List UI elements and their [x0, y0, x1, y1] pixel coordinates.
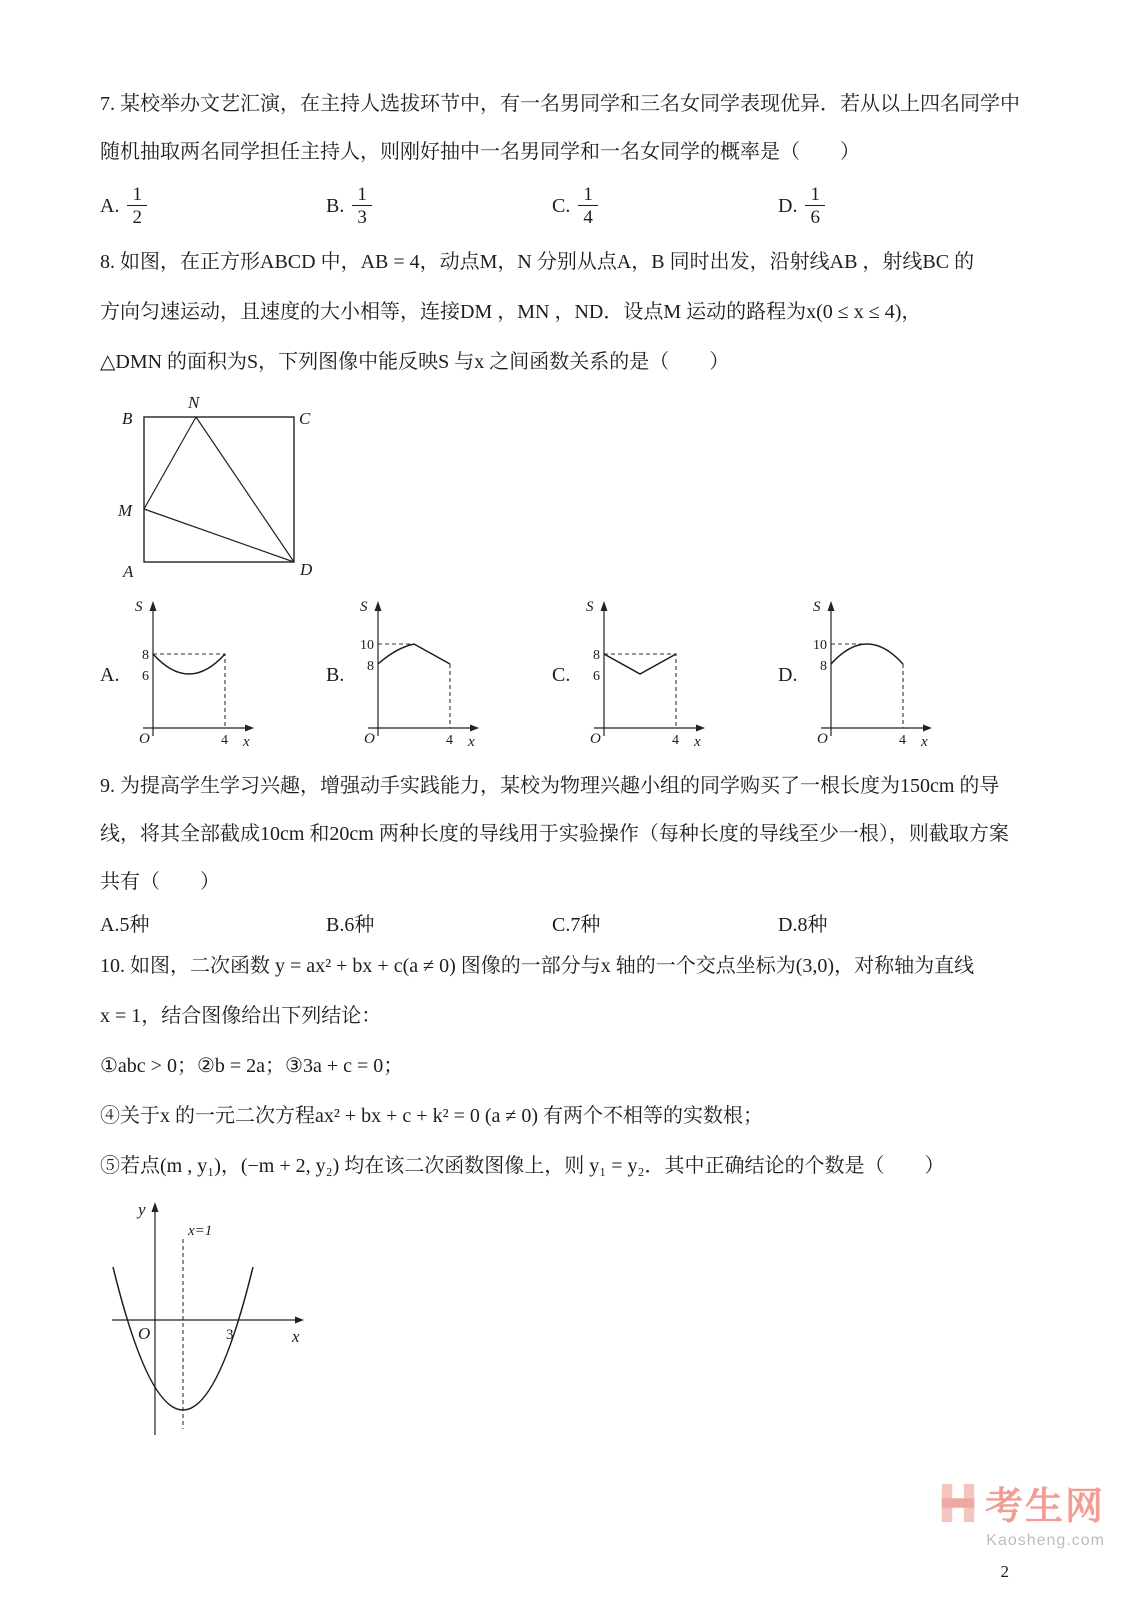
s-axis-arrow	[601, 601, 608, 611]
question-10-line-2: x = 1，结合图像给出下列结论：	[100, 1004, 382, 1027]
tick-top: 10	[813, 637, 828, 653]
option-label: B.	[326, 664, 345, 687]
option-c	[552, 184, 778, 229]
segment-md	[144, 509, 294, 562]
fraction-denominator: 6	[810, 207, 820, 229]
graph-c-figure	[574, 596, 709, 756]
page-content	[100, 80, 1060, 1445]
dashed-guides	[831, 644, 903, 728]
x-tick: 4	[446, 732, 454, 748]
fraction	[805, 184, 825, 229]
dashed-guides	[378, 644, 450, 728]
question-9-line-2: 线，将其全部截成10cm 和20cm 两种长度的导线用于实验操作（每种长度的导线至少一根），则截取方案	[100, 822, 1009, 845]
option-d	[778, 908, 1004, 937]
axis-label-s: S	[586, 598, 594, 615]
s-curve	[153, 654, 225, 674]
origin-label: O	[590, 730, 602, 747]
fraction-numerator: 1	[127, 184, 147, 206]
watermark-brand: 考生网	[984, 1486, 1105, 1528]
root-label: 3	[226, 1326, 234, 1343]
fraction-denominator: 4	[583, 207, 593, 229]
question-10-line-1: 10. 如图，二次函数 y = ax² + bx + c(a ≠ 0) 图像的一部分与x 轴的一个交点坐标为(3,0)，对称轴为直线	[100, 954, 975, 977]
option-label: C.7种	[552, 913, 601, 936]
graph-option-b	[326, 596, 552, 756]
question-8-line-3: △DMN 的面积为S，下列图像中能反映S 与x 之间函数关系的是（ ）	[100, 350, 730, 373]
parabola-figure	[100, 1195, 330, 1445]
option-label: B.6种	[326, 913, 375, 936]
axis-label-s: S	[813, 598, 821, 615]
s-curve	[604, 654, 676, 674]
tick-bottom: 6	[593, 668, 601, 684]
question-8-graph-options	[100, 596, 1060, 756]
fraction	[127, 184, 147, 229]
origin-label: O	[138, 1323, 151, 1343]
question-8-line-1: 8. 如图，在正方形ABCD 中，AB = 4，动点M，N 分别从点A，B 同时出发，沿射线AB ，射线BC 的	[100, 250, 975, 273]
s-curve	[831, 644, 903, 664]
graph-d-figure	[801, 596, 936, 756]
option-a	[100, 908, 326, 937]
fraction	[352, 184, 372, 229]
option-b	[326, 908, 552, 937]
fraction-numerator: 1	[805, 184, 825, 206]
fraction-numerator: 1	[352, 184, 372, 206]
option-c	[552, 908, 778, 937]
question-8	[100, 237, 1060, 756]
graph-a-figure	[123, 596, 258, 756]
axis-label-x: x	[921, 733, 929, 750]
option-label: D.	[778, 664, 798, 687]
axis-label-x: x	[243, 733, 251, 750]
graph-b-figure	[348, 596, 483, 756]
graph-option-a	[100, 596, 326, 756]
y-axis-arrow	[152, 1202, 159, 1212]
x-tick: 4	[899, 732, 907, 748]
x-axis-arrow	[696, 724, 705, 731]
option-a	[100, 184, 326, 229]
kaosheng-logo-icon	[937, 1482, 979, 1524]
axis-label-x: x	[292, 1326, 300, 1346]
question-10	[100, 941, 1060, 1445]
tick-bottom: 8	[367, 658, 375, 674]
origin-label: O	[364, 730, 376, 747]
square-figure	[108, 391, 318, 586]
s-axis-arrow	[375, 601, 382, 611]
x-tick: 4	[221, 732, 229, 748]
kaosheng-watermark	[937, 1475, 1105, 1550]
graph-option-c	[552, 596, 778, 756]
label-b: B	[122, 408, 133, 428]
option-d	[778, 184, 1004, 229]
label-m: M	[118, 500, 133, 520]
question-10-line-5: ⑤若点(m , y₁)，(−m + 2, y₂) 均在该二次函数图像上，则 y₁ = y₂．其中正确结论的个数是（ ）	[100, 1154, 945, 1177]
option-b	[326, 184, 552, 229]
x-axis-arrow	[470, 724, 479, 731]
axis-label-x: x	[694, 733, 702, 750]
fraction-denominator: 3	[357, 207, 367, 229]
origin-label: O	[817, 730, 829, 747]
question-7-line-1: 7. 某校举办文艺汇演，在主持人选拔环节中，有一名男同学和三名女同学表现优异．若从以上四名同学中	[100, 93, 1020, 115]
page-number: 2	[1000, 1562, 1009, 1581]
axis-label-s: S	[360, 598, 368, 615]
fraction-denominator: 2	[132, 207, 142, 229]
s-axis-arrow	[150, 601, 157, 611]
graph-option-d	[778, 596, 1004, 756]
option-label: C.	[552, 664, 571, 687]
label-n: N	[188, 392, 200, 412]
symmetry-label: x=1	[188, 1222, 213, 1239]
option-label: B.	[326, 194, 345, 217]
x-tick: 4	[672, 732, 680, 748]
label-d: D	[300, 559, 313, 579]
square-outline	[144, 417, 294, 562]
option-label: D.8种	[778, 913, 828, 936]
dashed-guides	[604, 654, 676, 728]
question-8-line-2: 方向匀速运动，且速度的大小相等，连接DM ，MN ，ND．设点M 运动的路程为x(0 ≤ x ≤ 4)，	[100, 300, 922, 323]
segment-mn	[144, 417, 196, 509]
label-c: C	[299, 408, 311, 428]
option-label: D.	[778, 194, 798, 217]
axis-label-x: x	[468, 733, 476, 750]
question-9-line-3: 共有（ ）	[100, 870, 220, 893]
tick-bottom: 6	[142, 668, 150, 684]
question-7	[100, 80, 1060, 229]
x-axis-arrow	[245, 724, 254, 731]
s-curve	[378, 644, 450, 664]
option-label: A.	[100, 664, 120, 687]
question-9-options	[100, 908, 1060, 937]
question-7-options	[100, 184, 1060, 229]
axis-label-s: S	[135, 598, 143, 615]
label-a: A	[123, 561, 134, 581]
segment-nd	[196, 417, 294, 562]
question-9-line-1: 9. 为提高学生学习兴趣，增强动手实践能力，某校为物理兴趣小组的同学购买了一根长度为150cm 的导	[100, 774, 1000, 797]
s-axis-arrow	[828, 601, 835, 611]
fraction-numerator: 1	[578, 184, 598, 206]
question-7-line-2: 随机抽取两名同学担任主持人，则刚好抽中一名男同学和一名女同学的概率是（ ）	[100, 141, 860, 163]
option-label: A.5种	[100, 913, 150, 936]
question-10-line-4: ④关于x 的一元二次方程ax² + bx + c + k² = 0 (a ≠ 0) 有两个不相等的实数根；	[100, 1104, 764, 1127]
x-axis-arrow	[295, 1316, 304, 1323]
tick-top: 8	[142, 647, 150, 663]
tick-top: 10	[360, 637, 375, 653]
tick-bottom: 8	[820, 658, 828, 674]
watermark-domain: Kaosheng.com	[986, 1532, 1105, 1549]
x-axis-arrow	[923, 724, 932, 731]
origin-label: O	[139, 730, 151, 747]
question-10-line-3: ①abc > 0；②b = 2a；③3a + c = 0；	[100, 1054, 404, 1077]
fraction	[578, 184, 598, 229]
axis-label-y: y	[138, 1199, 146, 1219]
option-label: A.	[100, 194, 120, 217]
option-label: C.	[552, 194, 571, 217]
watermark-row	[937, 1475, 1105, 1530]
question-9	[100, 762, 1060, 937]
tick-top: 8	[593, 647, 601, 663]
